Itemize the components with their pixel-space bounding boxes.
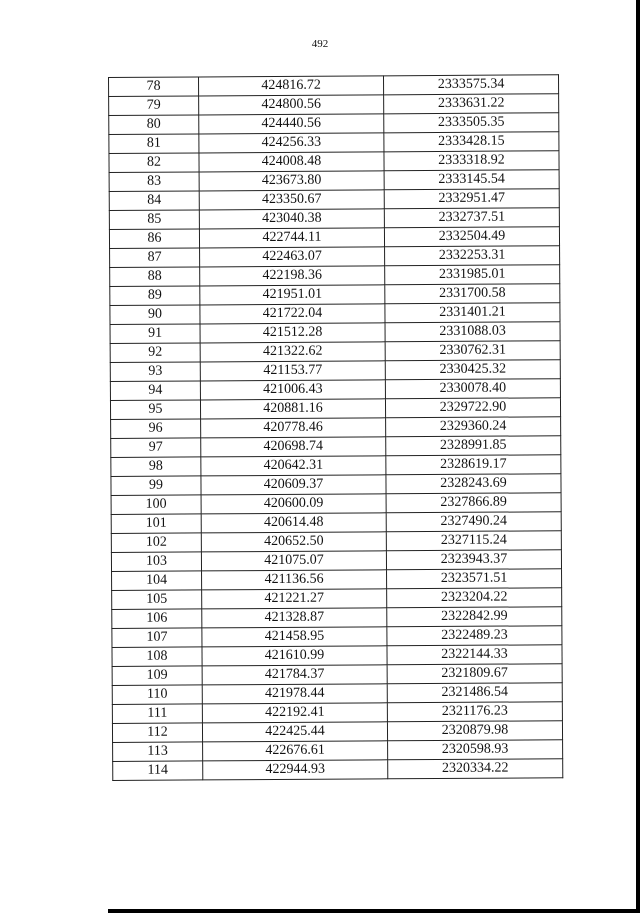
table-row xyxy=(109,94,559,116)
table-row xyxy=(109,208,559,230)
y-coordinate-cell: 2323204.22 xyxy=(387,588,562,608)
y-coordinate-cell: 2321176.23 xyxy=(387,702,562,722)
table-row xyxy=(112,626,562,648)
x-coordinate-cell: 421784.37 xyxy=(202,665,387,685)
x-coordinate-cell: 422676.61 xyxy=(203,741,388,761)
table-row xyxy=(110,246,560,268)
x-coordinate-cell: 421153.77 xyxy=(200,361,385,381)
table-row xyxy=(109,132,559,154)
y-coordinate-cell: 2332951.47 xyxy=(384,189,559,209)
point-number-cell: 91 xyxy=(110,324,200,344)
x-coordinate-cell: 422192.41 xyxy=(202,703,387,723)
y-coordinate-cell: 2333575.34 xyxy=(383,75,558,95)
scan-edge-bottom xyxy=(108,909,640,913)
y-coordinate-cell: 2328243.69 xyxy=(386,474,561,494)
point-number-cell: 95 xyxy=(110,400,200,420)
point-number-cell: 108 xyxy=(112,647,202,667)
y-coordinate-cell: 2333318.92 xyxy=(384,151,559,171)
point-number-cell: 85 xyxy=(109,210,199,230)
point-number-cell: 112 xyxy=(112,723,202,743)
y-coordinate-cell: 2322842.99 xyxy=(387,607,562,627)
y-coordinate-cell: 2332504.49 xyxy=(384,227,559,247)
table-row xyxy=(110,379,560,401)
x-coordinate-cell: 421458.95 xyxy=(202,627,387,647)
point-number-cell: 89 xyxy=(110,286,200,306)
table-row xyxy=(112,588,562,610)
y-coordinate-cell: 2333631.22 xyxy=(384,94,559,114)
table-row xyxy=(112,721,562,743)
table-row xyxy=(110,341,560,363)
point-number-cell: 94 xyxy=(110,381,200,401)
table-row xyxy=(109,170,559,192)
y-coordinate-cell: 2332253.31 xyxy=(385,246,560,266)
x-coordinate-cell: 421951.01 xyxy=(200,285,385,305)
point-number-cell: 104 xyxy=(112,571,202,591)
point-number-cell: 88 xyxy=(110,267,200,287)
x-coordinate-cell: 422944.93 xyxy=(203,760,388,780)
table-row xyxy=(110,265,560,287)
y-coordinate-cell: 2331985.01 xyxy=(385,265,560,285)
x-coordinate-cell: 421722.04 xyxy=(200,304,385,324)
point-number-cell: 113 xyxy=(113,742,203,762)
point-number-cell: 83 xyxy=(109,172,199,192)
point-number-cell: 82 xyxy=(109,153,199,173)
x-coordinate-cell: 422198.36 xyxy=(200,266,385,286)
y-coordinate-cell: 2331088.03 xyxy=(385,322,560,342)
x-coordinate-cell: 421328.87 xyxy=(202,608,387,628)
y-coordinate-cell: 2329722.90 xyxy=(385,398,560,418)
y-coordinate-cell: 2328619.17 xyxy=(386,455,561,475)
scan-edge-right xyxy=(636,0,640,913)
x-coordinate-cell: 420778.46 xyxy=(201,418,386,438)
point-number-cell: 80 xyxy=(109,115,199,135)
y-coordinate-cell: 2328991.85 xyxy=(386,436,561,456)
y-coordinate-cell: 2333145.54 xyxy=(384,170,559,190)
table-row xyxy=(111,493,561,515)
page-number: 492 xyxy=(311,38,329,50)
y-coordinate-cell: 2333505.35 xyxy=(384,113,559,133)
y-coordinate-cell: 2330078.40 xyxy=(385,379,560,399)
x-coordinate-cell: 422425.44 xyxy=(202,722,387,742)
point-number-cell: 78 xyxy=(109,77,199,97)
point-number-cell: 100 xyxy=(111,495,201,515)
table-row xyxy=(112,607,562,629)
x-coordinate-cell: 422744.11 xyxy=(199,228,384,248)
y-coordinate-cell: 2321486.54 xyxy=(387,683,562,703)
table-row xyxy=(110,398,560,420)
y-coordinate-cell: 2321809.67 xyxy=(387,664,562,684)
table-row xyxy=(112,645,562,667)
coordinates-table-body xyxy=(109,75,563,781)
table-row xyxy=(112,664,562,686)
y-coordinate-cell: 2331401.21 xyxy=(385,303,560,323)
y-coordinate-cell: 2330425.32 xyxy=(385,360,560,380)
x-coordinate-cell: 424816.72 xyxy=(199,76,384,96)
x-coordinate-cell: 421006.43 xyxy=(200,380,385,400)
point-number-cell: 93 xyxy=(110,362,200,382)
point-number-cell: 97 xyxy=(111,438,201,458)
table-row xyxy=(109,189,559,211)
point-number-cell: 90 xyxy=(110,305,200,325)
table-row xyxy=(112,683,562,705)
point-number-cell: 105 xyxy=(112,590,202,610)
point-number-cell: 92 xyxy=(110,343,200,363)
x-coordinate-cell: 424440.56 xyxy=(199,114,384,134)
x-coordinate-cell: 421322.62 xyxy=(200,342,385,362)
table-row xyxy=(109,227,559,249)
point-number-cell: 96 xyxy=(111,419,201,439)
point-number-cell: 106 xyxy=(112,609,202,629)
x-coordinate-cell: 420881.16 xyxy=(200,399,385,419)
x-coordinate-cell: 423350.67 xyxy=(199,190,384,210)
x-coordinate-cell: 423673.80 xyxy=(199,171,384,191)
x-coordinate-cell: 420652.50 xyxy=(201,532,386,552)
table-row xyxy=(110,322,560,344)
table-row xyxy=(112,569,562,591)
point-number-cell: 103 xyxy=(111,552,201,572)
table-row xyxy=(109,151,559,173)
point-number-cell: 102 xyxy=(111,533,201,553)
table-row xyxy=(111,455,561,477)
y-coordinate-cell: 2320879.98 xyxy=(387,721,562,741)
table-row xyxy=(111,417,561,439)
x-coordinate-cell: 421136.56 xyxy=(202,570,387,590)
point-number-cell: 86 xyxy=(109,229,199,249)
x-coordinate-cell: 421512.28 xyxy=(200,323,385,343)
point-number-cell: 114 xyxy=(113,761,203,781)
point-number-cell: 110 xyxy=(112,685,202,705)
point-number-cell: 99 xyxy=(111,476,201,496)
table-row xyxy=(111,550,561,572)
x-coordinate-cell: 420614.48 xyxy=(201,513,386,533)
x-coordinate-cell: 421610.99 xyxy=(202,646,387,666)
table-row xyxy=(110,303,560,325)
table-row xyxy=(111,531,561,553)
x-coordinate-cell: 424256.33 xyxy=(199,133,384,153)
y-coordinate-cell: 2322489.23 xyxy=(387,626,562,646)
x-coordinate-cell: 421075.07 xyxy=(201,551,386,571)
point-number-cell: 109 xyxy=(112,666,202,686)
y-coordinate-cell: 2331700.58 xyxy=(385,284,560,304)
table-row xyxy=(109,113,559,135)
y-coordinate-cell: 2327115.24 xyxy=(386,531,561,551)
table-row xyxy=(110,360,560,382)
x-coordinate-cell: 424800.56 xyxy=(199,95,384,115)
y-coordinate-cell: 2333428.15 xyxy=(384,132,559,152)
y-coordinate-cell: 2327490.24 xyxy=(386,512,561,532)
table-row xyxy=(112,702,562,724)
table-row xyxy=(111,512,561,534)
point-number-cell: 79 xyxy=(109,96,199,116)
point-number-cell: 101 xyxy=(111,514,201,534)
y-coordinate-cell: 2330762.31 xyxy=(385,341,560,361)
table-row xyxy=(113,740,563,762)
y-coordinate-cell: 2320598.93 xyxy=(388,740,563,760)
point-number-cell: 87 xyxy=(110,248,200,268)
y-coordinate-cell: 2329360.24 xyxy=(386,417,561,437)
x-coordinate-cell: 420600.09 xyxy=(201,494,386,514)
y-coordinate-cell: 2320334.22 xyxy=(388,759,563,779)
x-coordinate-cell: 420609.37 xyxy=(201,475,386,495)
point-number-cell: 111 xyxy=(112,704,202,724)
point-number-cell: 84 xyxy=(109,191,199,211)
table-row xyxy=(113,759,563,781)
table-row xyxy=(111,436,561,458)
x-coordinate-cell: 421221.27 xyxy=(202,589,387,609)
coordinates-table xyxy=(108,74,563,781)
point-number-cell: 81 xyxy=(109,134,199,154)
x-coordinate-cell: 423040.38 xyxy=(199,209,384,229)
point-number-cell: 98 xyxy=(111,457,201,477)
x-coordinate-cell: 420698.74 xyxy=(201,437,386,457)
table-row xyxy=(109,75,559,97)
point-number-cell: 107 xyxy=(112,628,202,648)
x-coordinate-cell: 422463.07 xyxy=(200,247,385,267)
y-coordinate-cell: 2323943.37 xyxy=(386,550,561,570)
y-coordinate-cell: 2327866.89 xyxy=(386,493,561,513)
x-coordinate-cell: 424008.48 xyxy=(199,152,384,172)
y-coordinate-cell: 2323571.51 xyxy=(387,569,562,589)
table-row xyxy=(111,474,561,496)
x-coordinate-cell: 421978.44 xyxy=(202,684,387,704)
table-row xyxy=(110,284,560,306)
y-coordinate-cell: 2322144.33 xyxy=(387,645,562,665)
y-coordinate-cell: 2332737.51 xyxy=(384,208,559,228)
x-coordinate-cell: 420642.31 xyxy=(201,456,386,476)
